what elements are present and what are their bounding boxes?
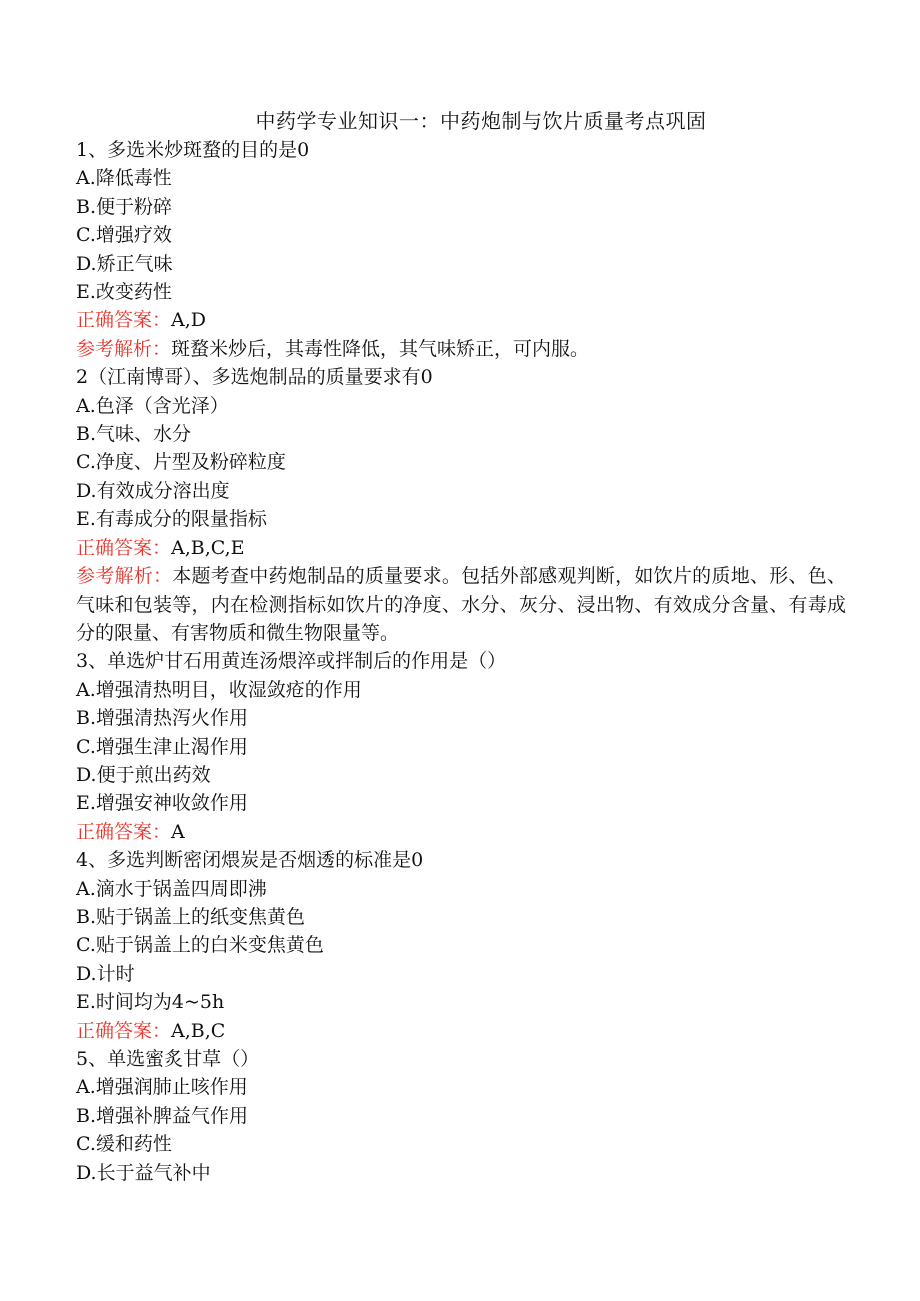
question-5 [76, 1045, 846, 1187]
analysis-label: 参考解析： [76, 565, 173, 588]
option: B.气味、水分 [76, 423, 192, 446]
option: B.贴于锅盖上的纸变焦黄色 [76, 905, 306, 928]
option: C.缓和药性 [76, 1133, 172, 1156]
analysis-text: 斑蝥米炒后，其毒性降低，其气味矫正，可内服。 [171, 337, 590, 360]
analysis-row [76, 562, 846, 647]
option: E.时间均为4~5h [76, 991, 225, 1014]
option: C.净度、片型及粉碎粒度 [76, 451, 286, 474]
question-1 [76, 136, 846, 363]
option: B.便于粉碎 [76, 195, 173, 218]
answer-label: 正确答案： [76, 820, 172, 843]
answer-row [76, 818, 846, 846]
answer-value: A [171, 820, 185, 843]
question-stem: 1、多选米炒斑蝥的目的是0 [76, 139, 310, 161]
question-stem: 3、单选炉甘石用黄连汤煨淬或拌制后的作用是（） [76, 650, 507, 673]
option: D.矫正气味 [76, 252, 173, 275]
option: D.计时 [76, 962, 135, 985]
answer-row [76, 534, 846, 562]
answer-row [76, 1017, 846, 1045]
answer-value: A,D [171, 309, 207, 332]
option: A.增强润肺止咳作用 [76, 1076, 248, 1099]
question-4 [76, 846, 846, 1045]
option: A.增强清热明目，收湿敛疮的作用 [76, 678, 362, 701]
option: A.滴水于锅盖四周即沸 [76, 877, 267, 900]
option: D.有效成分溶出度 [76, 479, 230, 502]
answer-label: 正确答案： [76, 536, 172, 559]
option: D.长于益气补中 [76, 1161, 211, 1184]
option: D.便于煎出药效 [76, 763, 211, 786]
option: E.增强安神收敛作用 [76, 792, 248, 815]
option: C.增强疗效 [76, 224, 172, 247]
question-stem: 5、单选蜜炙甘草（） [76, 1048, 260, 1070]
analysis-text: 本题考查中药炮制品的质量要求。包括外部感观判断，如饮片的质地、形、色、气味和包装等，内在检测指标如饮片的净度、水分、灰分、浸出物、有效成分含量、有毒成分的限量、有害物质和微生物限量等。 [76, 565, 846, 644]
document-title: 中药学专业知识一：中药炮制与饮片质量考点巩固 [255, 109, 707, 133]
question-stem: 2（江南博哥）、多选炮制品的质量要求有0 [76, 366, 433, 389]
question-stem: 4、多选判断密闭煨炭是否烟透的标准是0 [76, 849, 424, 872]
answer-value: A,B,C,E [171, 536, 245, 559]
option: E.改变药性 [76, 281, 172, 304]
option: B.增强清热泻火作用 [76, 707, 249, 730]
answer-label: 正确答案： [76, 1019, 172, 1042]
document-page [76, 106, 846, 1187]
question-2 [76, 363, 846, 647]
option: C.贴于锅盖上的白米变焦黄色 [76, 934, 324, 957]
analysis-row [76, 335, 846, 363]
answer-value: A,B,C [171, 1019, 226, 1042]
answer-row [76, 306, 846, 334]
answer-label: 正确答案： [76, 309, 172, 332]
option: B.增强补脾益气作用 [76, 1104, 249, 1127]
option: C.增强生津止渴作用 [76, 735, 248, 758]
question-3 [76, 647, 846, 846]
option: A.降低毒性 [76, 167, 172, 190]
analysis-label: 参考解析： [76, 337, 172, 360]
option: A.色泽（含光泽） [76, 394, 229, 417]
option: E.有毒成分的限量指标 [76, 508, 267, 531]
